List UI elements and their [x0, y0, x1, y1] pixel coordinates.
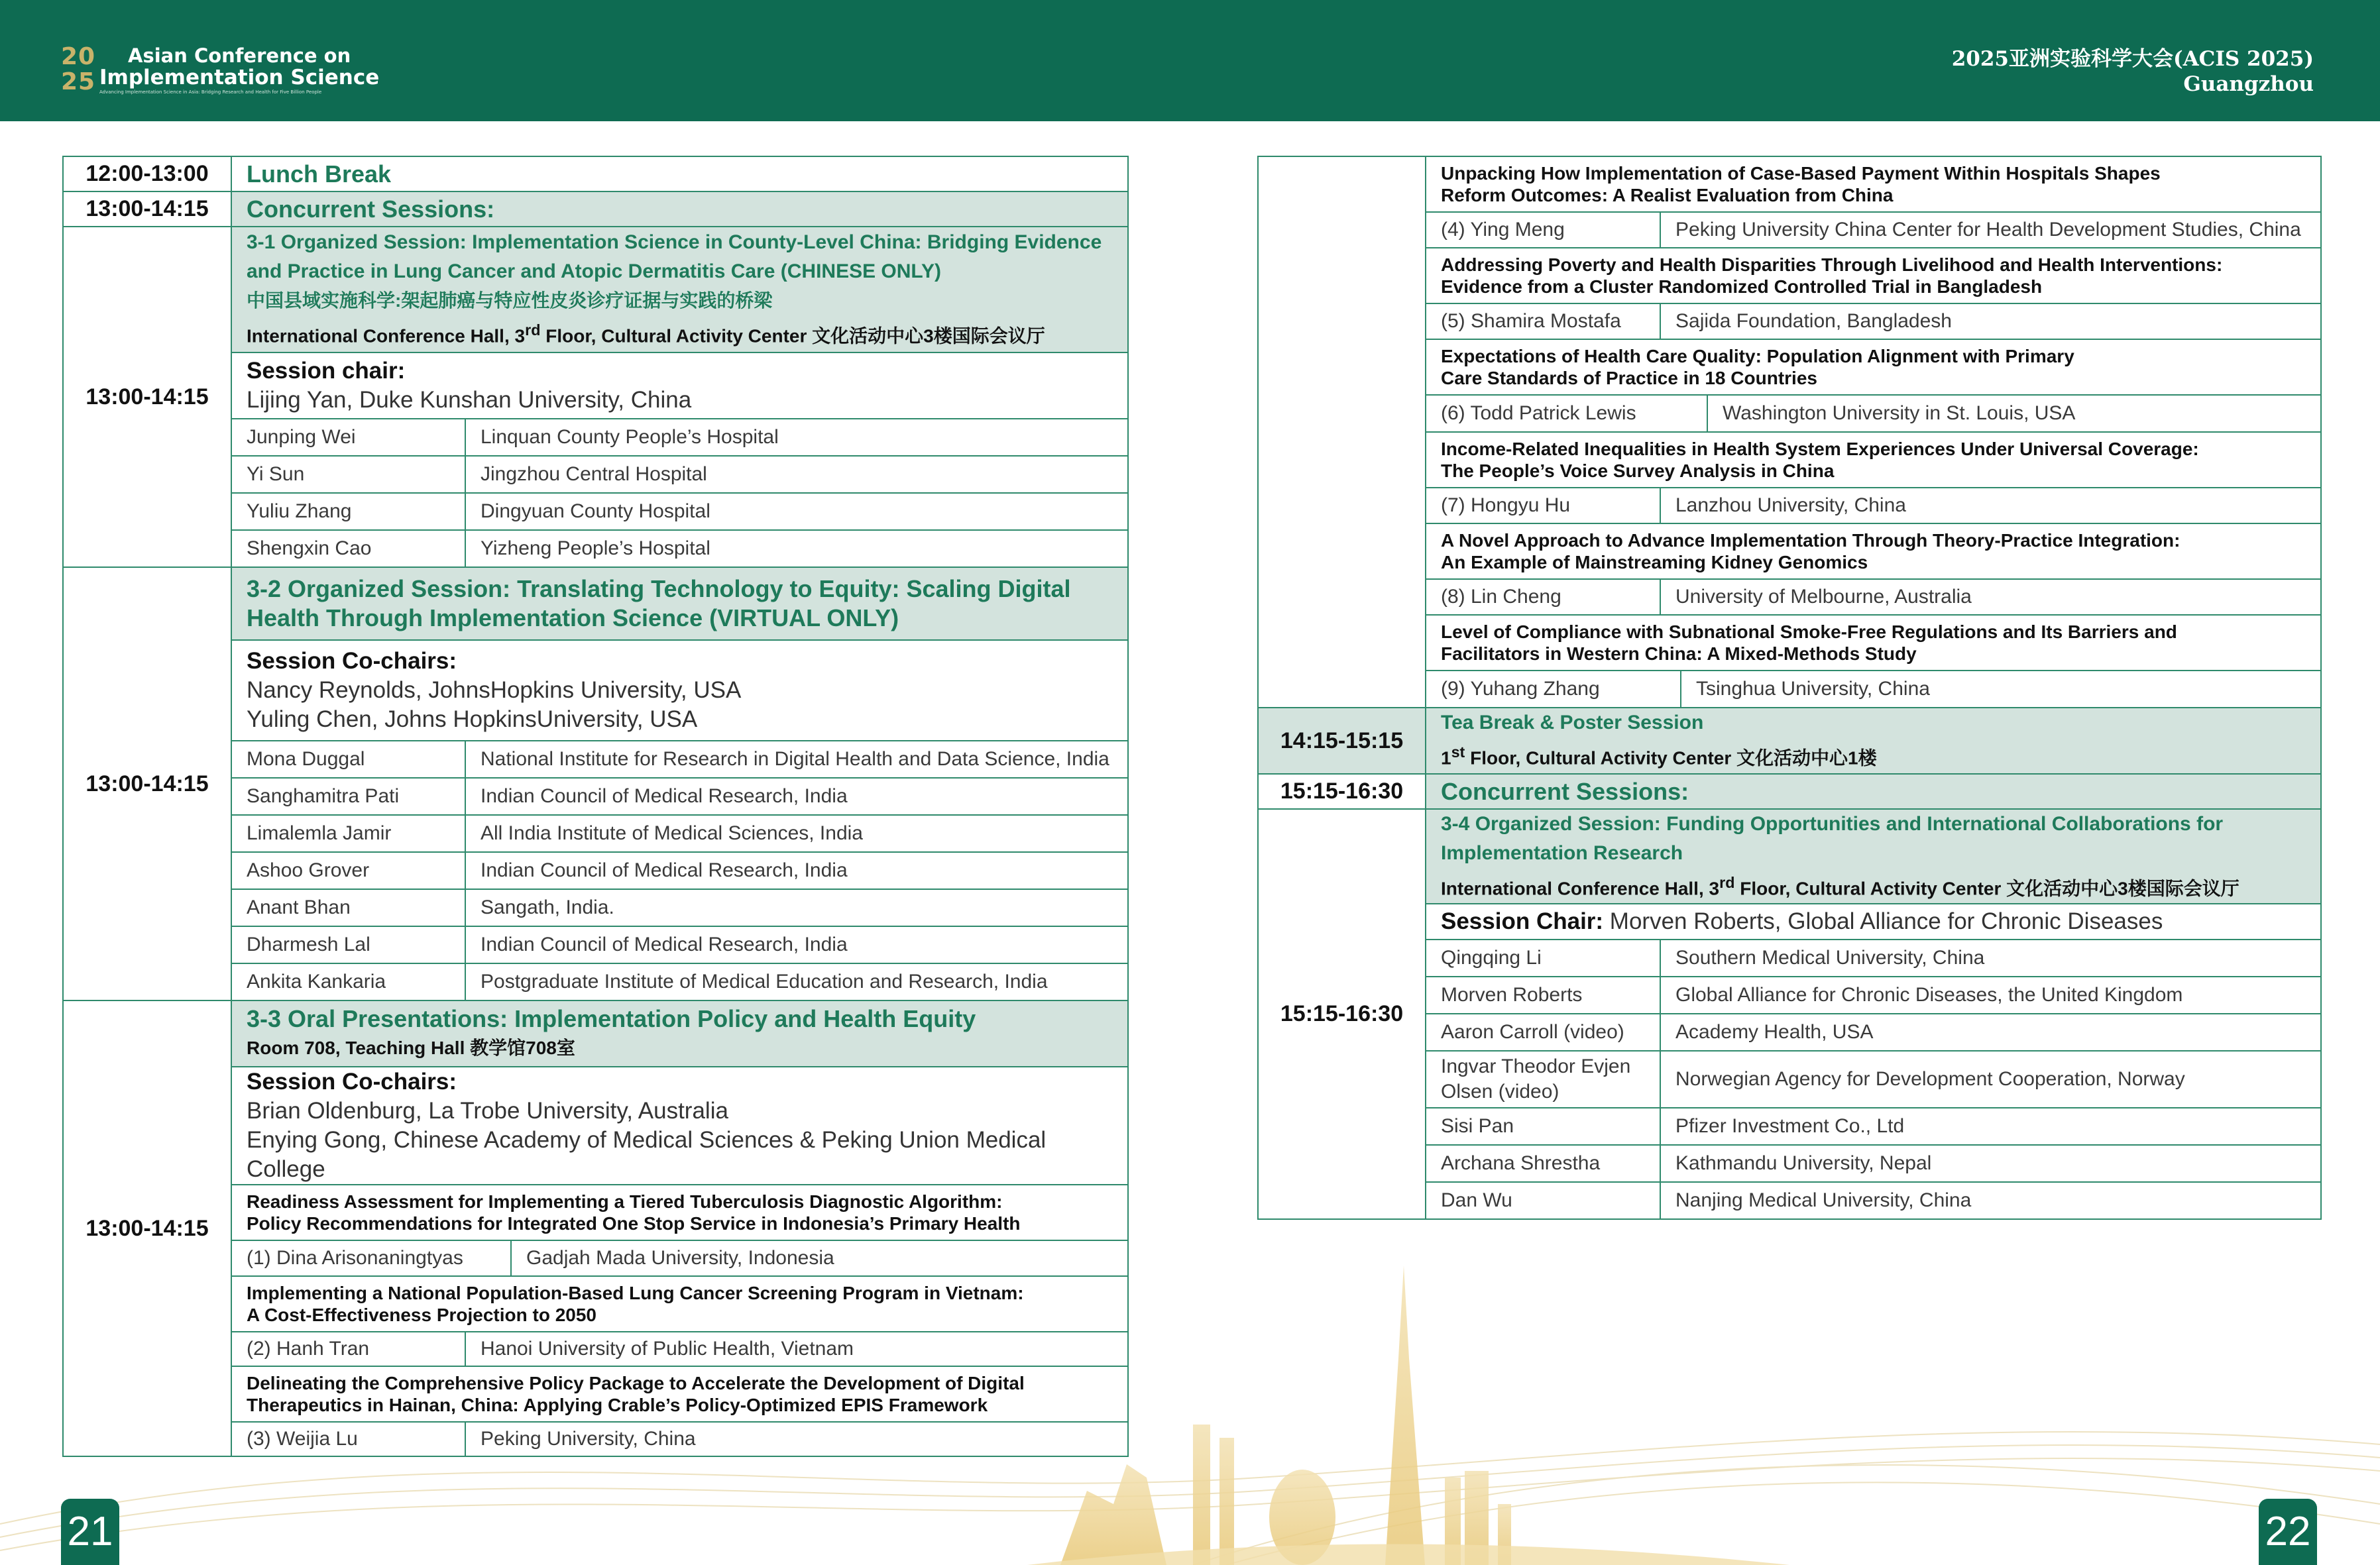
paper-title: Unpacking How Implementation of Case-Based Payment Within Hospitals Shapes Reform Outcomes: A Realist Evaluation from China [1426, 156, 2321, 212]
paper-title: Level of Compliance with Subnational Smoke-Free Regulations and Its Barriers and Facilitators in Western China: A Mixed-Methods Study [1426, 615, 2321, 671]
schedule-table-right [1257, 156, 2322, 1220]
session-title: Health Through Implementation Science (VIRTUAL ONLY) [247, 604, 899, 631]
presenter-name: (6) Todd Patrick Lewis [1426, 396, 1707, 431]
speaker-affiliation: Academy Health, USA [1660, 1014, 2321, 1051]
time-cell: 13:00-14:15 [63, 191, 231, 227]
session-chair-block [231, 1067, 1128, 1185]
time-cell: 14:15-15:15 [1258, 708, 1426, 774]
speaker-affiliation: Nanjing Medical University, China [1660, 1182, 2321, 1219]
session-title: and Practice in Lung Cancer and Atopic Dermatitis Care (CHINESE ONLY) [247, 260, 942, 283]
speaker-name: Archana Shrestha [1426, 1145, 1660, 1182]
header-title-block [1952, 46, 2314, 97]
speaker-affiliation: Indian Council of Medical Research, India [465, 926, 1128, 963]
speaker-name: Ashoo Grover [231, 852, 465, 889]
time-cell: 12:00-13:00 [63, 156, 231, 191]
presenter-name: (9) Yuhang Zhang [1426, 671, 1681, 707]
session-chair-label: Session chair: [247, 358, 406, 384]
presenter-name: (8) Lin Cheng [1426, 579, 1660, 615]
presenter-name: (5) Shamira Mostafa [1426, 303, 1660, 339]
speaker-name: Yuliu Zhang [231, 493, 465, 530]
presenter-name: (2) Hanh Tran [231, 1332, 465, 1366]
session-chair-block [231, 640, 1128, 741]
tea-break-cell [1426, 708, 2321, 774]
speaker-affiliation: Sangath, India. [465, 889, 1128, 926]
session-chair-name: Morven Roberts, Global Alliance for Chronic Diseases [1603, 908, 2163, 935]
speaker-affiliation: Kathmandu University, Nepal [1660, 1145, 2321, 1182]
presenter-name: (1) Dina Arisonaningtyas [232, 1241, 511, 1275]
session-venue: Room 708, Teaching Hall 教学馆708室 [247, 1038, 575, 1058]
session-title: Implementation Research [1441, 842, 1683, 864]
session-venue: International Conference Hall, 3rd Floor, Cultural Activity Center 文化活动中心3楼国际会议厅 [1441, 874, 2239, 899]
time-cell: 15:15-16:30 [1258, 809, 1426, 1219]
speaker-name: Mona Duggal [231, 741, 465, 778]
tea-break-label: Tea Break & Poster Session [1441, 712, 1704, 734]
logo-tagline: Advancing Implementation Science in Asia: Bridging Research and Health for Five Billion People [99, 89, 322, 95]
speaker-affiliation: Indian Council of Medical Research, India [465, 852, 1128, 889]
speaker-name: Ingvar Theodor Evjen Olsen (video) [1426, 1051, 1660, 1108]
logo-year-bottom: 25 [61, 68, 96, 95]
session-chair-name: Enying Gong, Chinese Academy of Medical Sciences & Peking Union Medical College [247, 1127, 1047, 1182]
speaker-affiliation: Postgraduate Institute of Medical Education and Research, India [465, 963, 1128, 1000]
session-title: 3-3 Oral Presentations: Implementation Policy and Health Equity [247, 1005, 976, 1032]
paper-title: Implementing a National Population-Based Lung Cancer Screening Program in Vietnam: A Cost-Effectiveness Projection to 2050 [231, 1276, 1128, 1332]
speaker-name: Limalemla Jamir [231, 815, 465, 852]
page-number-right: 22 [2259, 1499, 2317, 1565]
presenter-name: (4) Ying Meng [1426, 212, 1660, 248]
page-number-left: 21 [61, 1499, 119, 1565]
speaker-name: Dharmesh Lal [231, 926, 465, 963]
speaker-affiliation: Dingyuan County Hospital [465, 493, 1128, 530]
paper-title: Expectations of Health Care Quality: Population Alignment with Primary Care Standards of Practice in 18 Countries [1426, 339, 2321, 395]
presenter-name: (3) Weijia Lu [231, 1422, 465, 1456]
time-cell: 15:15-16:30 [1258, 774, 1426, 809]
conference-city: Guangzhou [2183, 72, 2314, 96]
speaker-affiliation: Pfizer Investment Co., Ltd [1660, 1108, 2321, 1145]
conference-logo [61, 44, 379, 97]
presenter-name: (7) Hongyu Hu [1426, 488, 1660, 523]
speaker-name: Yi Sun [231, 456, 465, 493]
session-chair-label: Session Co-chairs: [247, 1069, 457, 1095]
speaker-affiliation: Norwegian Agency for Development Cooperation, Norway [1660, 1051, 2321, 1108]
logo-line2: Implementation Science [99, 66, 380, 89]
speaker-name: Junping Wei [231, 419, 465, 456]
session-title-chinese: 中国县域实施科学:架起肺癌与特应性皮炎诊疗证据与实践的桥梁 [247, 290, 773, 311]
presenter-affiliation: Hanoi University of Public Health, Vietnam [465, 1332, 1128, 1366]
session-chair-name: Lijing Yan, Duke Kunshan University, China [247, 387, 692, 413]
presenter-affiliation: Tsinghua University, China [1696, 678, 1930, 700]
session-3-2-header [231, 567, 1128, 640]
session-title: 3-1 Organized Session: Implementation Science in County-Level China: Bridging Evidence [247, 231, 1102, 254]
page-header [0, 0, 2380, 121]
presenter-row [1426, 671, 2321, 708]
speaker-name: Aaron Carroll (video) [1426, 1014, 1660, 1051]
paper-title: A Novel Approach to Advance Implementation Through Theory-Practice Integration: An Example of Mainstreaming Kidney Genomics [1426, 523, 2321, 579]
lunch-break-label: Lunch Break [231, 156, 1128, 191]
presenter-affiliation: Lanzhou University, China [1660, 488, 2321, 523]
speaker-affiliation: National Institute for Research in Digital Health and Data Science, India [465, 741, 1128, 778]
speaker-affiliation: Indian Council of Medical Research, India [465, 778, 1128, 815]
time-cell: 13:00-14:15 [63, 1000, 231, 1456]
speaker-affiliation: All India Institute of Medical Sciences, India [465, 815, 1128, 852]
speaker-affiliation: Global Alliance for Chronic Diseases, the United Kingdom [1660, 977, 2321, 1014]
paper-title: Addressing Poverty and Health Disparities Through Livelihood and Health Interventions: Evidence from a Cluster Randomized Controlled Trial in Bangladesh [1426, 248, 2321, 303]
session-venue: International Conference Hall, 3rd Floor, Cultural Activity Center 文化活动中心3楼国际会议厅 [247, 321, 1045, 347]
presenter-affiliation: Sajida Foundation, Bangladesh [1660, 303, 2321, 339]
speaker-name: Ankita Kankaria [231, 963, 465, 1000]
session-chair-name: Yuling Chen, Johns HopkinsUniversity, USA [247, 706, 698, 732]
presenter-affiliation: Peking University China Center for Health Development Studies, China [1660, 212, 2321, 248]
session-3-1-header [231, 227, 1128, 352]
conference-title: 2025亚洲实验科学大会(ACIS 2025) [1951, 47, 2314, 71]
presenter-affiliation: Gadjah Mada University, Indonesia [526, 1247, 834, 1269]
time-cell: 13:00-14:15 [63, 567, 231, 1000]
paper-title: Delineating the Comprehensive Policy Package to Accelerate the Development of Digital Therapeutics in Hainan, China: Applying Crable’s Policy-Optimized EPIS Framework [231, 1366, 1128, 1422]
tea-break-venue: 1st Floor, Cultural Activity Center 文化活动中心1楼 [1441, 743, 1877, 769]
session-3-3-header [231, 1000, 1128, 1067]
session-chair-label: Session Co-chairs: [247, 648, 457, 674]
session-chair-label: Session Chair: [1441, 908, 1604, 935]
logo-line1: Asian Conference on [128, 44, 351, 67]
presenter-affiliation: University of Melbourne, Australia [1660, 579, 2321, 615]
concurrent-sessions-label: Concurrent Sessions: [1426, 774, 2321, 809]
speaker-name: Sisi Pan [1426, 1108, 1660, 1145]
speaker-name: Sanghamitra Pati [231, 778, 465, 815]
speaker-name: Dan Wu [1426, 1182, 1660, 1219]
paper-title: Readiness Assessment for Implementing a Tiered Tuberculosis Diagnostic Algorithm: Policy Recommendations for Integrated One Stop Service in Indonesia’s Primary Health [231, 1185, 1128, 1240]
schedule-table-left [62, 156, 1129, 1457]
presenter-affiliation: Washington University in St. Louis, USA [1723, 402, 2076, 424]
logo-text [99, 45, 379, 95]
speaker-affiliation: Linquan County People’s Hospital [465, 419, 1128, 456]
presenter-row [231, 1240, 1128, 1276]
speaker-affiliation: Jingzhou Central Hospital [465, 456, 1128, 493]
time-cell: 13:00-14:15 [63, 227, 231, 567]
concurrent-sessions-label: Concurrent Sessions: [231, 191, 1128, 227]
session-title: 3-2 Organized Session: Translating Technology to Equity: Scaling Digital [247, 575, 1071, 602]
session-chair-name: Nancy Reynolds, JohnsHopkins University, USA [247, 677, 742, 703]
time-cell-empty [1258, 156, 1426, 708]
speaker-name: Morven Roberts [1426, 977, 1660, 1014]
session-title: 3-4 Organized Session: Funding Opportunities and International Collaborations for [1441, 813, 2224, 835]
session-chair-block [231, 352, 1128, 419]
speaker-name: Qingqing Li [1426, 940, 1660, 977]
logo-year [61, 44, 98, 97]
speaker-affiliation: Southern Medical University, China [1660, 940, 2321, 977]
presenter-affiliation: Peking University, China [465, 1422, 1128, 1456]
paper-title: Income-Related Inequalities in Health System Experiences Under Universal Coverage: The People’s Voice Survey Analysis in China [1426, 432, 2321, 488]
presenter-row [1426, 395, 2321, 432]
session-chair-block [1426, 904, 2321, 940]
session-3-4-header [1426, 809, 2321, 904]
speaker-name: Anant Bhan [231, 889, 465, 926]
session-chair-name: Brian Oldenburg, La Trobe University, Australia [247, 1098, 728, 1124]
speaker-name: Shengxin Cao [231, 530, 465, 567]
speaker-affiliation: Yizheng People’s Hospital [465, 530, 1128, 567]
logo-year-top: 20 [61, 43, 96, 70]
